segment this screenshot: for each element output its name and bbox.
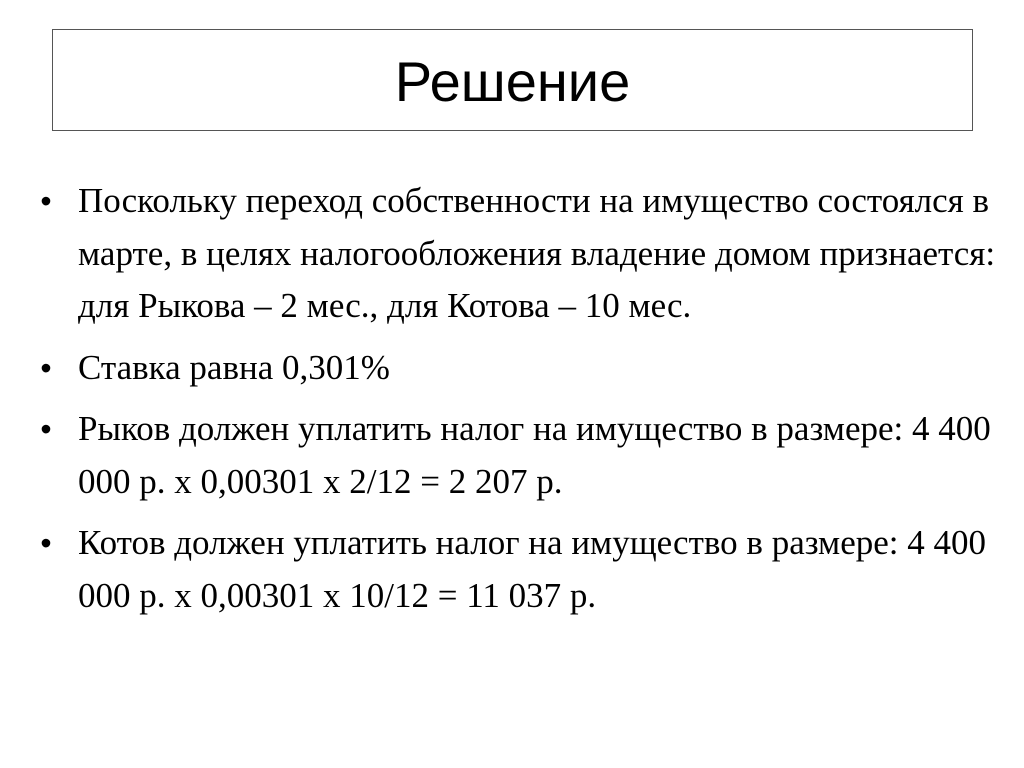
bullet-item xyxy=(36,403,996,508)
bullet-text: Поскольку переход собственности на имущество состоялся в марте, в целях налогообложения владение домом признается: для Рыкова – 2 мес., для Котова – 10 мес. xyxy=(78,181,996,325)
slide-title: Решение xyxy=(394,50,631,113)
bullet-text: Котов должен уплатить налог на имущество в размере: 4 400 000 р. х 0,00301 х 10/12 = 11 037 р. xyxy=(78,523,987,615)
bullet-list xyxy=(36,175,996,631)
bullet-text: Рыков должен уплатить налог на имущество в размере: 4 400 000 р. х 0,00301 х 2/12 = 2 207 р. xyxy=(78,409,991,501)
title-box xyxy=(52,29,973,131)
bullet-marker: • xyxy=(40,183,52,219)
bullet-marker: • xyxy=(40,349,52,386)
bullet-marker: • xyxy=(40,411,52,447)
bullet-item xyxy=(36,175,996,333)
bullet-marker: • xyxy=(40,525,52,561)
bullet-text: Ставка равна 0,301% xyxy=(78,347,390,387)
bullet-item xyxy=(36,517,996,622)
bullet-item xyxy=(36,342,996,395)
